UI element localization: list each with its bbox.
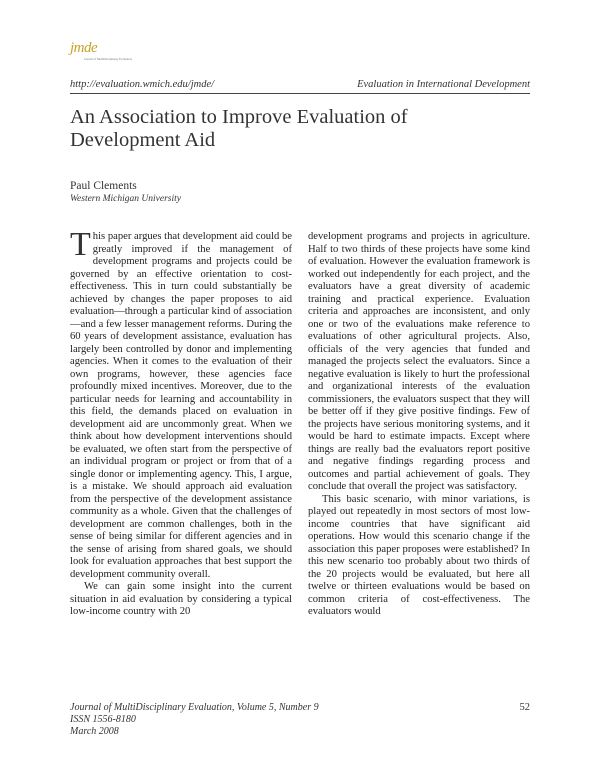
header-rule xyxy=(70,93,530,94)
paragraph: development programs and projects in agriculture. Half to two thirds of these projects have some kind of evaluation. However the evaluation framework is worked out independently for each project, and the evaluators have a great diversity of academic training and practical experience. Evaluation criteria and approaches are inconsistent, and only one or two of the evaluations make reference to evaluations of other agricultural projects. Also, officials of the very agencies that funded and managed the projects select the evaluators. Since a negative evaluation is likely to hurt the professional and organizational interests of the evaluation commissioners, the evaluators suspect that they will be better off if they give positive findings. Few of the projects have serious monitoring systems, and it would be hard to estimate impacts. Except where things are really bad the evaluators report positive and negative findings regarding process and outcomes and partial achievement of goals. They conclude that overall the project was satisfactory. xyxy=(308,231,530,492)
footer-date: March 2008 xyxy=(70,726,119,737)
page-number: 52 xyxy=(519,702,530,713)
paragraph: We can gain some insight into the current situation in aid evaluation by considering a typical low-income country with 20 xyxy=(70,581,292,617)
paragraph-text: his paper argues that development aid could be greatly improved if the management of development programs and projects could be governed by an effective orientation to cost-effectiveness. This in turn could substantially be achieved by changes the paper proposes to aid evaluation—through a particular kind of association—and a few lesser management reforms. During the 60 years of development assistance, evaluation has largely been controlled by donor and implementing agencies. When it comes to the evaluation of their own programs, however, these agencies face profoundly mixed incentives. Moreover, due to the particular needs for learning and accountability in this field, the demands placed on evaluation in development aid are uncommonly great. When we think about how development interventions should be evaluated, we often start from the perspective of an individual program or project or from that of a single donor or implementing agency. This, I argue, is a mistake. We should approach aid evaluation from the perspective of the development assistance community as a whole. Given that the challenges of development are common challenges, both in the sense of being similar for different agencies and in the sense of arising from shared goals, we should look for evaluation approaches that best support the development community overall. xyxy=(70,231,292,580)
logo-subtext: Journal of MultiDisciplinary Evaluation xyxy=(84,57,133,61)
author-name: Paul Clements xyxy=(70,180,137,192)
article-title: An Association to Improve Evaluation of Development Aid xyxy=(70,106,408,151)
author-affiliation: Western Michigan University xyxy=(70,194,181,204)
logo-text: jmde xyxy=(70,40,98,56)
header-url[interactable]: http://evaluation.wmich.edu/jmde/ xyxy=(70,79,215,90)
paragraph xyxy=(70,226,292,581)
footer-citation xyxy=(70,702,319,738)
header-journal-name: Evaluation in International Development xyxy=(357,79,530,90)
body-column-right xyxy=(308,231,530,619)
body-column-left xyxy=(70,226,292,619)
paragraph: This basic scenario, with minor variations, is played out repeatedly in most sectors of most low-income countries that have significant aid operations. How would this scenario change if the association this paper proposes were established? In this new scenario too probably about two thirds of the 20 projects would be evaluated, but here all twelve or thirteen evaluations would be based on common criteria of cost-effectiveness. The evaluators would xyxy=(308,493,530,617)
footer-journal: Journal of MultiDisciplinary Evaluation, Volume 5, Number 9 xyxy=(70,702,319,713)
footer-issn: ISSN 1556-8180 xyxy=(70,714,136,725)
drop-cap: T xyxy=(70,226,91,263)
journal-logo xyxy=(70,40,133,68)
